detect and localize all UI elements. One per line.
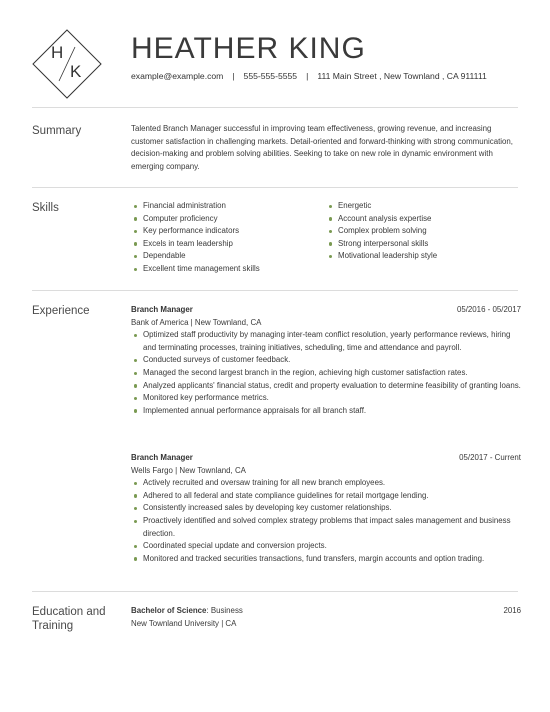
skill-item-text: Dependable [143,251,186,261]
job-bullet [131,354,521,367]
bullet-icon [134,242,137,245]
skill-item [131,263,321,276]
bullet-icon [134,205,137,208]
job-bullet-text: Monitored key performance metrics. [143,393,269,403]
bullet-icon [134,520,137,523]
bullet-icon [329,230,332,233]
skill-item-text: Energetic [338,201,372,210]
monogram-first-initial: H [51,43,64,62]
job-bullet-text: Consistently increased sales by developing key customer relationships. [143,503,392,513]
skill-item [131,225,321,238]
job-dates: 05/2017 - Current [459,453,521,462]
bullet-icon [134,359,137,362]
bullet-icon [134,372,137,375]
skill-item [326,250,520,263]
bullet-icon [134,397,137,400]
skill-item-text: Excellent time management skills [143,263,260,273]
job-bullet-text: Actively recruited and oversaw training for all new branch employees. [143,478,386,488]
skill-item [326,225,520,238]
job-company: Wells Fargo | New Townland, CA [131,465,246,475]
job-bullet [131,553,521,566]
job-bullet-text: Conducted surveys of customer feedback. [143,355,291,365]
bullet-icon [134,557,137,560]
job-entry [131,452,521,565]
contact-address: 111 Main Street , New Townland , CA 911111 [317,71,487,81]
skill-item-text: Computer proficiency [143,213,218,223]
candidate-name: HEATHER KING [131,32,366,65]
job-bullet [131,405,521,418]
skill-item [131,200,321,213]
contact-separator: | [306,71,309,81]
job-entry [131,304,521,417]
diamond-frame-icon [32,29,102,99]
bullet-icon [134,409,137,412]
job-bullet-text: Adhered to all federal and state compliance guidelines for retail mortgage lending. [143,490,429,500]
contact-separator: | [232,71,235,81]
job-bullet [131,329,521,354]
job-title: Branch Manager [131,453,193,462]
bullet-icon [329,217,332,220]
job-bullet [131,477,521,490]
job-bullet-text: Analyzed applicants' financial status, credit and property evaluation to determine feasibility of granting loans. [143,380,521,390]
skills-list-left [131,200,321,276]
job-bullet-text: Monitored and tracked securities transactions, fund transfers, margin accounts and option trading. [143,553,485,563]
bullet-icon [329,205,332,208]
bullet-icon [329,255,332,258]
summary-heading: Summary [32,125,82,137]
skill-item [131,213,321,226]
bullet-icon [134,507,137,510]
job-bullet-text: Proactively identified and solved complex strategy problems that impact sales management and business direction. [143,515,511,538]
experience-heading: Experience [32,305,90,317]
degree-field: : Business [206,606,243,615]
job-bullet-text: Implemented annual performance appraisals for all branch staff. [143,405,367,415]
section-divider [32,591,518,592]
education-entry [131,605,521,630]
skill-item-text: Strong interpersonal skills [338,238,429,248]
bullet-icon [134,545,137,548]
skills-list-right [326,200,520,263]
graduation-year: 2016 [503,606,521,615]
education-heading [32,605,106,633]
skill-item [326,238,520,251]
monogram-second-initial: K [70,62,82,81]
section-divider [32,107,518,108]
job-bullet-text: Coordinated special update and conversion projects. [143,541,327,551]
job-bullet [131,367,521,380]
bullet-icon [134,255,137,258]
contact-line [131,71,487,81]
job-title: Branch Manager [131,305,193,314]
contact-phone[interactable]: 555-555-5555 [243,71,298,81]
bullet-icon [134,482,137,485]
job-bullet [131,540,521,553]
section-divider [32,187,518,188]
job-bullet-text: Optimized staff productivity by managing inter-team conflict resolution, yearly performance reviews, hiring and terminating processes, training initiatives, scheduling, time and attendance and payroll. [143,330,511,352]
job-company: Bank of America | New Townland, CA [131,317,262,327]
job-bullet [131,515,521,540]
contact-email[interactable]: example@example.com [131,71,224,81]
job-bullet [131,502,521,515]
bullet-icon [134,494,137,497]
job-dates: 05/2016 - 05/2017 [456,305,521,314]
bullet-icon [329,242,332,245]
skill-item [326,213,520,226]
skill-item-text: Complex problem solving [338,226,427,236]
skill-item-text: Key performance indicators [143,226,240,236]
skills-heading: Skills [32,202,59,214]
skill-item-text: Account analysis expertise [338,213,432,223]
skill-item [131,250,321,263]
skill-item-text: Excels in team leadership [143,238,233,248]
monogram-logo [32,29,102,99]
job-bullet [131,380,521,393]
summary-text: Talented Branch Manager successful in improving team effectiveness, growing revenue, and increasing customer satisfaction in challenging markets. Detail-oriented and forward-thinking with strong communication, decision-making and problem solving abilities. Seeking to take on new role in dynamic environment with emerging company. [131,124,513,171]
degree-name: Bachelor of Science [131,606,207,615]
bullet-icon [134,217,137,220]
skill-item-text: Financial administration [143,201,226,210]
bullet-icon [134,230,137,233]
job-bullet [131,392,521,405]
job-bullet-text: Managed the second largest branch in the region, achieving high customer satisfaction rates. [143,367,468,377]
bullet-icon [134,384,137,387]
skill-item-text: Motivational leadership style [338,251,438,261]
skill-item [326,200,520,213]
job-bullet [131,490,521,503]
section-divider [32,290,518,291]
education-heading-line1: Education and [32,606,106,618]
skill-item [131,238,321,251]
bullet-icon [134,334,137,337]
education-heading-line2: Training [32,620,74,632]
bullet-icon [134,268,137,271]
school-name: New Townland University | CA [131,618,237,628]
